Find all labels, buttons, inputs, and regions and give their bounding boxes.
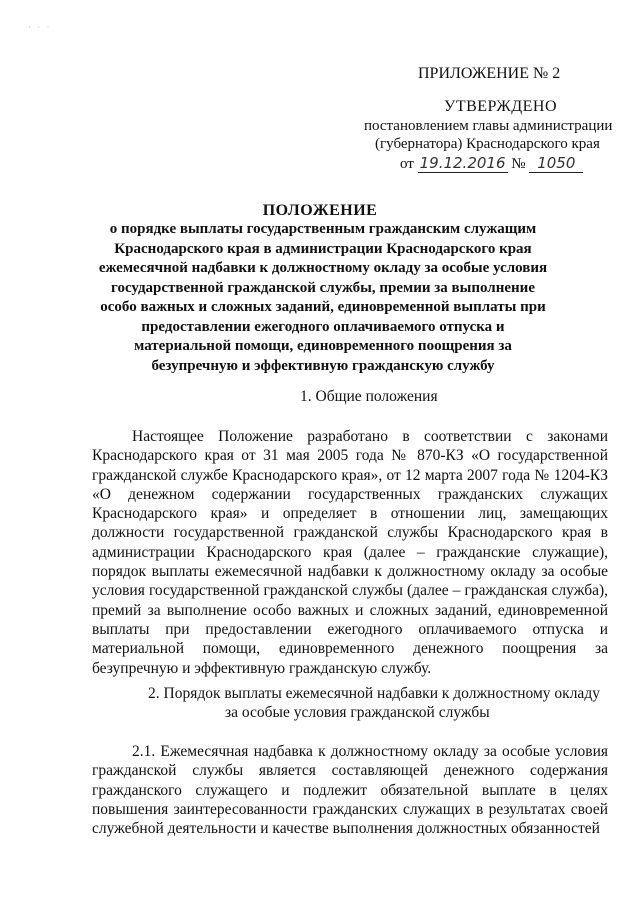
appendix-label: ПРИЛОЖЕНИЕ № 2 [418,65,561,82]
section-1-heading: 1. Общие положения [300,388,438,405]
handwritten-date: 19.12.2016 [419,154,506,172]
decree-line-1: постановлением главы администрации [364,118,613,134]
approved-label: УТВЕРЖДЕНО [444,98,558,115]
document-subtitle: о порядке выплаты государственным гражданским служащим Краснодарского края в администрации Краснодарского края ежемесячной надбавки к должностному окладу за особые условия государственной гражданской службы, премии за выполнение особо важных и сложных заданий, единовременной выплаты при предоставлении ежегодного оплачиваемого отпуска и материальной помощи, единовременного поощрения за безупречную и эффективную гражданскую службу [98,221,548,374]
date-prefix: от [400,156,414,172]
section-2-paragraph: 2.1. Ежемесячная надбавка к должностному окладу за особые условия гражданской службы является составляющей денежного содержания гражданского служащего и подлежит обязательной выплате в целях повышения заинтересованности гражданских служащих в результатах своей служебной деятельности и качестве выполнения должностных обязанностей [92,743,608,838]
handwritten-number: 1050 [529,154,583,173]
section-1-paragraph: Настоящее Положение разработано в соответствии с законами Краснодарского края от 31 мая 2005 года № 870-КЗ «О государственной гражданской службе Краснодарского края», от 12 марта 2007 года № 1204-КЗ «О денежном содержании государственных гражданских служащих Краснодарского края» и определяет в отношении лиц, замещающих должности государственной гражданской службы Краснодарского края в администрации Краснодарского края (далее – гражданские служащие), порядок выплаты ежемесячной надбавки к должностному окладу за особые условия государственной гражданской службы (далее – гражданская служба), премий за выполнение особо важных и сложных заданий, единовременной выплаты при предоставлении ежегодного оплачиваемого отпуска и материальной помощи, единовременного денежного поощрения за безупречную и эффективную гражданскую службу. [92,428,608,677]
decree-date-line [400,154,583,173]
scan-artifact: · · · [28,22,52,32]
section-2-heading-line-2: за особые условия гражданской службы [225,704,490,721]
section-2-heading-line-1: 2. Порядок выплаты ежемесячной надбавки к должностному окладу [148,685,600,702]
number-prefix: № [511,156,526,172]
decree-line-2: (губернатора) Краснодарского края [375,136,600,152]
document-title: ПОЛОЖЕНИЕ [262,202,378,219]
